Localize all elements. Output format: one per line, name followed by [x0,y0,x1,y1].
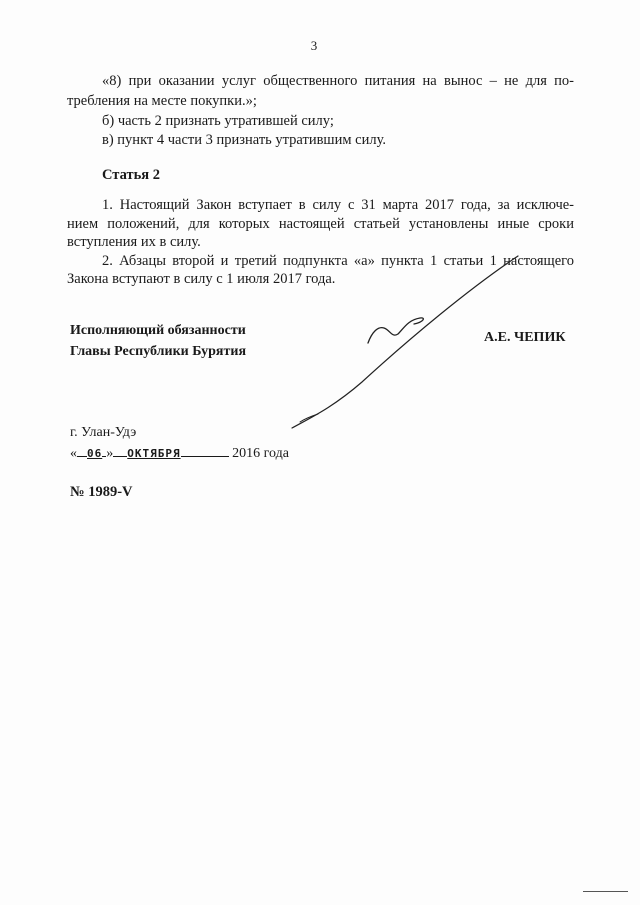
date-open-quote: « [70,446,77,461]
item-v: в) пункт 4 части 3 признать утратившим силу. [102,132,387,148]
document-number: № 1989-V [70,484,133,500]
date-year: 2016 года [232,446,289,461]
article-p1-line3: вступления их в силу. [67,234,201,250]
page-number: 3 [310,38,318,53]
article-p1-line1: 1. Настоящий Закон вступает в силу с 31 марта 2017 года, за исключе- [102,197,574,213]
signer-name: А.Е. ЧЕПИК [484,330,566,345]
signer-title-line2: Главы Республики Бурятия [70,344,247,359]
article-p2-line1: 2. Абзацы второй и третий подпункта «а» пункта 1 статьи 1 настоящего [102,253,574,269]
date-month: ОКТЯБРЯ [127,447,181,460]
place-label: г. Улан-Удэ [70,425,137,440]
signer-title-line1: Исполняющий обязанности [70,323,246,338]
article-p1-line2: нием положений, для которых настоящей статьей установлены иные сроки [67,216,574,232]
date-day: 06 [87,447,103,460]
item8-line1: «8) при оказании услуг общественного питания на вынос – не для по- [102,73,574,89]
signer-title [70,320,246,362]
article-heading: Статья 2 [102,167,160,183]
date-line [70,444,289,462]
article-p2-line2: Закона вступают в силу с 1 июля 2017 года. [67,271,336,287]
bottom-rule [583,891,628,892]
date-close-quote: » [106,446,114,461]
item-b: б) часть 2 признать утратившей силу; [102,113,334,129]
item8-line2: требления на месте покупки.»; [67,93,257,109]
